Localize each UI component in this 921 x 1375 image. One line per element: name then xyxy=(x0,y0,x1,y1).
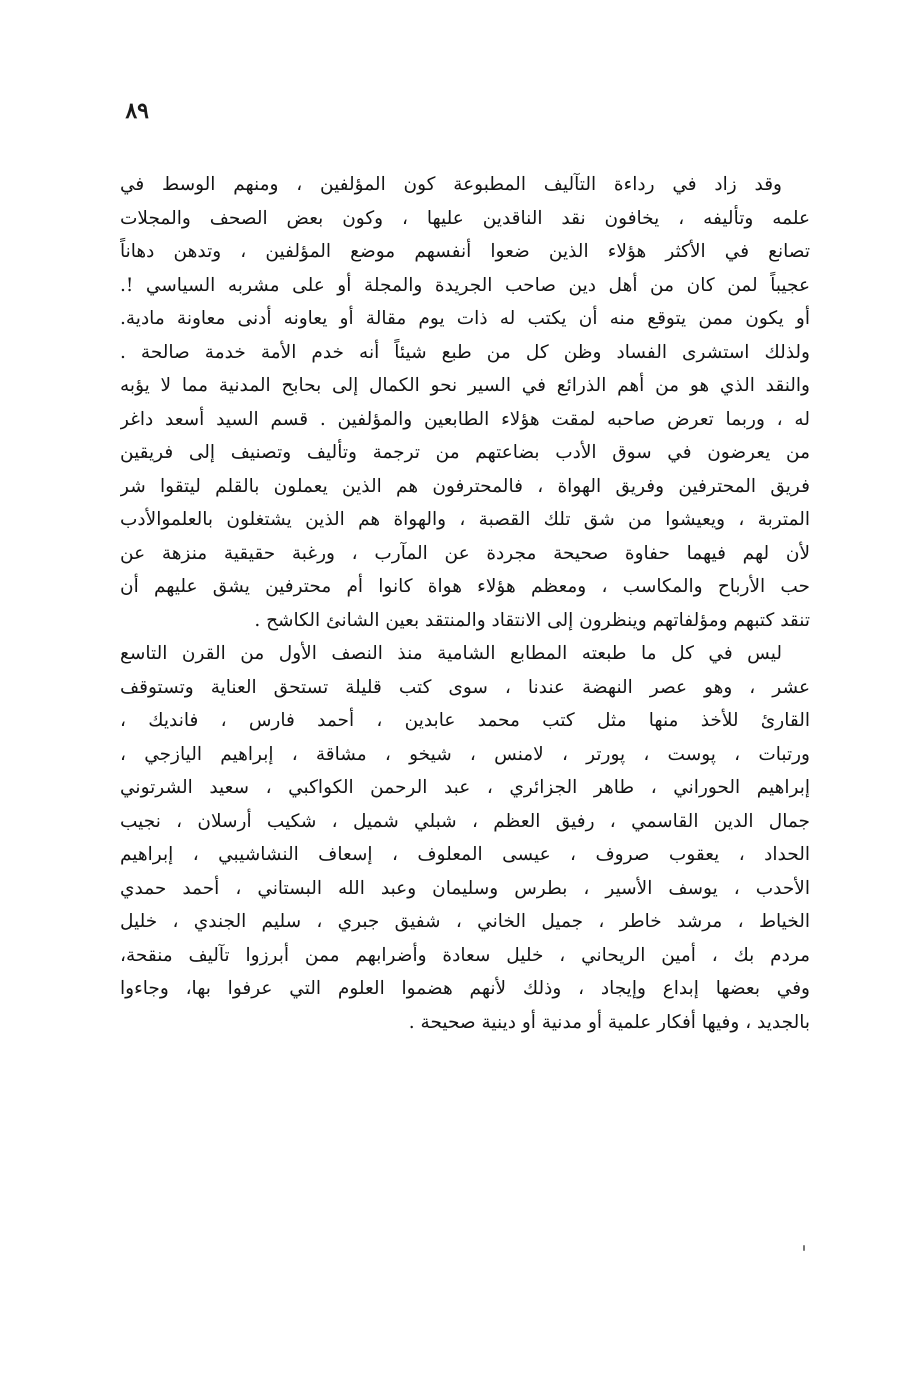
text-line: وقد زاد في رداءة التآليف المطبوعة كون المؤلفين ، ومنهم الوسط في xyxy=(120,174,782,195)
text-line: علمه وتأليفه ، يخافون نقد الناقدين عليها ، وكون بعض الصحف والمجلات xyxy=(120,207,810,229)
text-line: إبراهيم الحوراني ، طاهر الجزائري ، عبد الرحمن الكواكبي ، سعيد الشرتوني xyxy=(120,777,810,798)
text-line: الأحدب ، يوسف الأسير ، بطرس وسليمان وعبد الله البستاني ، أحمد حمدي xyxy=(120,877,810,899)
text-line: تنقد كتبهم ومؤلفاتهم وينظرون إلى الانتقاد والمنتقد بعين الشانئ الكاشح . xyxy=(254,609,810,631)
text-line: له ، وربما تعرض صاحبه لمقت هؤلاء الطابعين والمؤلفين . قسم السيد أسعد داغر xyxy=(120,408,810,430)
text-line: حب الأرباح والمكاسب ، ومعظم هؤلاء هواة كانوا أم محترفين يشق عليهم أن xyxy=(120,576,810,597)
text-line: بالجديد ، وفيها أفكار علمية أو مدنية أو دينية صحيحة . xyxy=(408,1011,810,1033)
text-line: القارئ للأخذ منها مثل كتب محمد عابدين ، أحمد فارس ، فانديك ، xyxy=(120,710,810,731)
text-line: فريق المحترفين وفريق الهواة ، فالمحترفون هم الذين يعملون بالقلم ليتقوا شر xyxy=(120,475,810,497)
text-line: عجيباً لمن كان من أهل دين صاحب الجريدة والمجلة أو على مشربه السياسي !. xyxy=(120,274,810,296)
text-line: الخياط ، مرشد خاطر ، جميل الخاني ، شفيق جبري ، سليم الجندي ، خليل xyxy=(120,911,810,932)
text-line: والنقد الذي هو من أهم الذرائع في السير نحو الكمال إلى بحابح المدنية مما لا يؤبه xyxy=(120,375,810,396)
text-line: ورتبات ، پوست ، پورتر ، لامنس ، شيخو ، مشاقة ، إبراهيم اليازجي ، xyxy=(120,743,810,765)
text-line: المتربة ، ويعيشوا من شق تلك القصبة ، والهواة هم الذين يشتغلون بالعلموالأدب xyxy=(120,509,810,530)
text-line: وفي بعضها إبداع وإيجاد ، وذلك لأنهم هضموا العلوم التي عرفوا بها، وجاءوا xyxy=(120,978,810,999)
body-text xyxy=(120,168,810,1039)
text-line: ليس في كل ما طبعته المطابع الشامية منذ النصف الأول من القرن التاسع xyxy=(120,643,782,664)
text-line: جمال الدين القاسمي ، رفيق العظم ، شبلي شميل ، شكيب أرسلان ، نجيب xyxy=(120,810,810,832)
text-line: عشر ، وهو عصر النهضة عندنا ، سوى كتب قليلة تستحق العناية وتستوقف xyxy=(120,676,810,698)
text-line: ولذلك استشرى الفساد وظن كل من طبع شيئاً أنه خدم الأمة خدمة صالحة . xyxy=(120,341,810,363)
text-line: أو يكون ممن يتوقع منه أن يكتب له ذات يوم مقالة أو يعاونه أدنى معاونة مادية. xyxy=(120,308,810,329)
text-line: من يعرضون في سوق الأدب بضاعتهم من ترجمة وتأليف وتصنيف إلى فريقين xyxy=(120,442,810,463)
text-line: مردم بك ، أمين الريحاني ، خليل سعادة وأضرابهم ممن أبرزوا تآليف منقحة، xyxy=(120,944,810,966)
text-line: الحداد ، يعقوب صروف ، عيسى المعلوف ، إسعاف النشاشيبي ، إبراهيم xyxy=(120,844,810,865)
ink-speck xyxy=(803,1245,805,1251)
text-line: تصانع في الأكثر هؤلاء الذين ضعوا أنفسهم موضع المؤلفين ، وتدهن دهاناً xyxy=(120,241,810,262)
text-line: لأن لهم فيهما حفاوة صحيحة مجردة عن المآرب ، ورغبة حقيقية منزهة عن xyxy=(120,542,810,564)
page-number: ٨٩ xyxy=(125,98,149,124)
